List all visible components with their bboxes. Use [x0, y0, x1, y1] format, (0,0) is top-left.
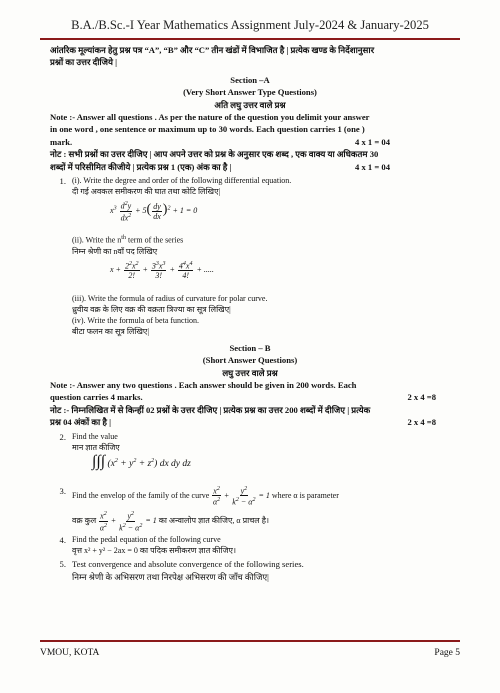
section-b-marks-en: 2 x 4 =8	[407, 392, 436, 403]
footer-page-number: Page 5	[434, 648, 460, 658]
q1-i-equation: $x^3$ $\frac{d^2y}{dx^2}$ + 5( $\frac{dy}{dx}$ )$^2$ + 1 = 0	[110, 201, 198, 223]
section-b-note-hi-2: प्रश्न 04 अंकों का है |	[50, 417, 111, 428]
q5-hi: निम्न श्रेणी के अभिसरण तथा निरपेक्ष अभिसरण की जाँच कीजिए|	[72, 571, 269, 582]
section-a-subtitle: (Very Short Answer Type Questions)	[183, 87, 317, 98]
q1-iv-hi: बीटा फलन का सूत्र लिखिए|	[72, 326, 149, 336]
page-content	[50, 44, 450, 583]
question-1-number: 1.	[59, 176, 66, 187]
section-a-note-hi-1: नोट : सभी प्रश्नों का उत्तर दीजिए | आप अपने उत्तर को प्रश्न के अनुसार एक शब्द , एक वाक्य या अधिकतम 30	[50, 149, 379, 160]
section-a-hindi-title: अति लघु उत्तर वाले प्रश्न	[214, 99, 286, 110]
section-a-title: Section –A	[230, 74, 270, 85]
q1-iii-hi: ध्रुवीय वक्र के लिए वक्र की वक्रता त्रिज्या का सूत्र लिखिए|	[72, 304, 231, 314]
q4-hi: वृत्त x² + y² − 2ax = 0 का पदिक समीकरण ज्ञात कीजिए।	[72, 546, 236, 556]
q2-hi: मान ज्ञात कीजिए	[72, 442, 120, 452]
question-5	[50, 558, 450, 583]
section-b-note-en-2-row	[50, 391, 450, 403]
q1-ii-en: (ii). Write the $n^{th}$ term of the series	[72, 235, 184, 245]
question-2	[50, 431, 450, 483]
section-a-note-hi-2-row	[50, 161, 450, 173]
footer-rule	[40, 640, 460, 642]
q2-en: Find the value	[72, 431, 118, 441]
question-4	[50, 534, 450, 556]
q1-i-en: (i). Write the degree and order of the following differential equation.	[72, 176, 292, 186]
question-4-number: 4.	[59, 535, 66, 546]
intro-line-1: आंतरिक मूल्यांकन हेतु प्रश्न पत्र “A”, “B” और “C” तीन खंडों में विभाजित है | प्रत्येक खण्ड के निर्देशानुसार	[50, 45, 375, 55]
q4-en: Find the pedal equation of the following curve	[72, 535, 221, 545]
q1-ii-series: x + $\frac{2^2x^2}{2!}$ + $\frac{3^3x^3}{3!}$ + $\frac{4^4x^4}{4!}$ + .....	[110, 260, 214, 281]
section-b-note-hi-2-row	[50, 416, 450, 428]
q1-ii-hi: निम्न श्रेणी का nवाँ पद लिखिए	[72, 246, 158, 256]
question-3	[50, 485, 450, 533]
question-5-number: 5.	[59, 559, 66, 570]
page-header: B.A./B.Sc.-I Year Mathematics Assignment July-2024 & January-2025	[71, 18, 429, 32]
header-rule	[40, 38, 460, 40]
section-a-marks-en: 4 x 1 = 04	[355, 136, 390, 147]
q5-en: Test convergence and absolute convergence of the following series.	[72, 559, 304, 570]
section-b-marks-hi: 2 x 4 =8	[407, 417, 436, 428]
section-b-subtitle: (Short Answer Questions)	[202, 355, 298, 366]
section-a-marks-hi: 4 x 1 = 04	[355, 161, 390, 172]
q3-en-line: Find the envelop of the family of the curve $\frac{x^2}{\alpha^2}$ + $\frac{y^2}{k^2 - \alpha^2}$ = 1 where α is parameter	[72, 485, 339, 507]
question-2-number: 2.	[59, 431, 66, 442]
q2-integral: ∫∫∫ $(x^2 + y^2 + z^2)$ dx dy dz	[92, 452, 191, 470]
section-b-note-en-2: question carries 4 marks.	[50, 392, 143, 403]
question-1	[50, 175, 450, 337]
q1-iii-en: (iii). Write the formula of radius of curvature for polar curve.	[72, 293, 268, 303]
q1-i-hi: दी गई अवकल समीकरण की घात तथा कोटि लिखिए|	[72, 187, 221, 197]
section-b-note-hi-1: नोट :- निम्नलिखित में से किन्हीं 02 प्रश्नों के उत्तर दीजिए | प्रत्येक प्रश्न का उत्तर 200 शब्दों में दीजिए | प्रत्येक	[50, 404, 371, 415]
section-b-note-en-1: Note :- Answer any two questions . Each answer should be given in 200 words. Each	[50, 379, 357, 390]
question-3-number: 3.	[59, 485, 66, 496]
q3-hi-line: वक्र कुल $\frac{x^2}{\alpha^2}$ + $\frac{y^2}{k^2 - \alpha^2}$ = 1 का अन्वालोप ज्ञात कीजिए, α प्राचल है।	[72, 510, 270, 533]
section-b-title: Section – B	[229, 342, 271, 353]
section-a-note-en-3: mark.	[50, 136, 73, 147]
intro-line-2: प्रश्नों का उत्तर दीजिये |	[50, 57, 118, 68]
section-a-note-en-3-row	[50, 136, 450, 148]
section-a-note-en-1: Note :- Answer all questions . As per the nature of the question you delimit your answer	[50, 112, 370, 123]
section-a-note-hi-2: शब्दों में परिसीमित कीजीये | प्रत्येक प्रश्न 1 (एक) अंक का है |	[50, 161, 232, 172]
footer-left: VMOU, KOTA	[40, 648, 100, 658]
q1-iv-en: (iv). Write the formula of beta function.	[72, 315, 200, 325]
section-b-hindi-title: लघु उत्तर वाले प्रश्न	[222, 367, 278, 378]
section-a-note-en-2: in one word , one sentence or maximum up to 30 words. Each question carries 1 (one )	[50, 124, 365, 135]
